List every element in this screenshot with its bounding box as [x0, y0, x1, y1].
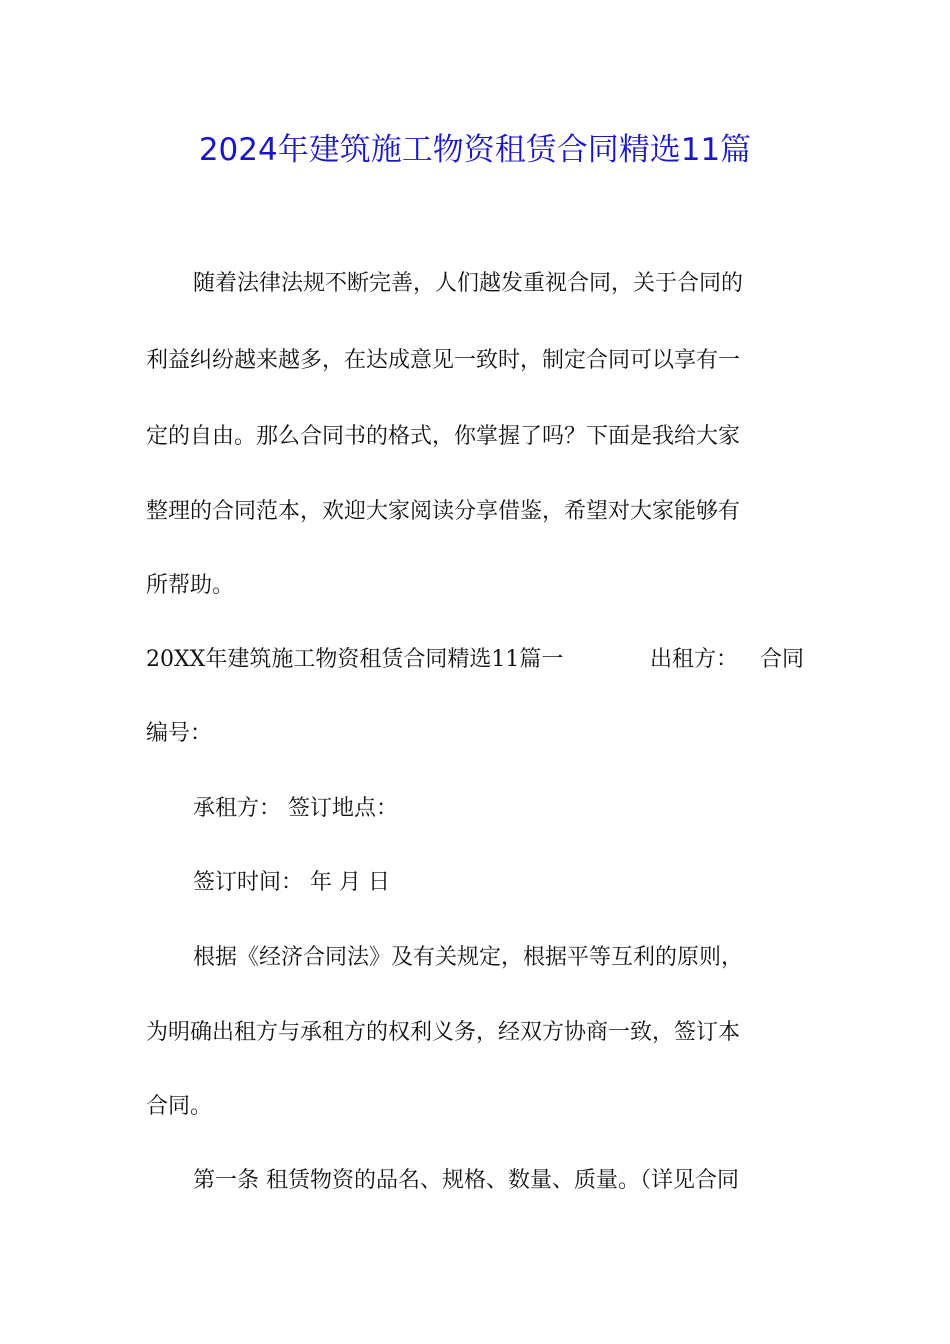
article-one: 第一条 租赁物资的品名、规格、数量、质量。（详见合同 [193, 1168, 739, 1193]
basis-line-3: 合同。 [146, 1094, 213, 1119]
document-title: 2024年建筑施工物资租赁合同精选11篇 [198, 132, 752, 168]
lessor-label: 出租方： [650, 647, 739, 672]
intro-line-4: 整理的合同范本，欢迎大家阅读分享借鉴，希望对大家能够有 [146, 499, 741, 524]
lessee-line: 承租方： 签订地点： [193, 796, 398, 821]
sign-time-line: 签订时间： 年 月 日 [193, 870, 390, 895]
intro-line-2: 利益纠纷越来越多，在达成意见一致时，制定合同可以享有一 [146, 348, 741, 373]
section-heading: 20XX年建筑施工物资租赁合同精选11篇一 [146, 647, 564, 672]
contract-no-label-part2: 编号： [146, 721, 213, 746]
intro-line-1: 随着法律法规不断完善，人们越发重视合同，关于合同的 [193, 271, 744, 296]
section-heading-line [146, 640, 806, 680]
intro-line-3: 定的自由。那么合同书的格式，你掌握了吗？下面是我给大家 [146, 424, 741, 449]
basis-line-2: 为明确出租方与承租方的权利义务，经双方协商一致，签订本 [146, 1020, 741, 1045]
basis-line-1: 根据《经济合同法》及有关规定，根据平等互利的原则， [193, 945, 744, 970]
intro-line-5: 所帮助。 [146, 573, 235, 598]
contract-no-label-part1: 合同 [760, 647, 805, 672]
